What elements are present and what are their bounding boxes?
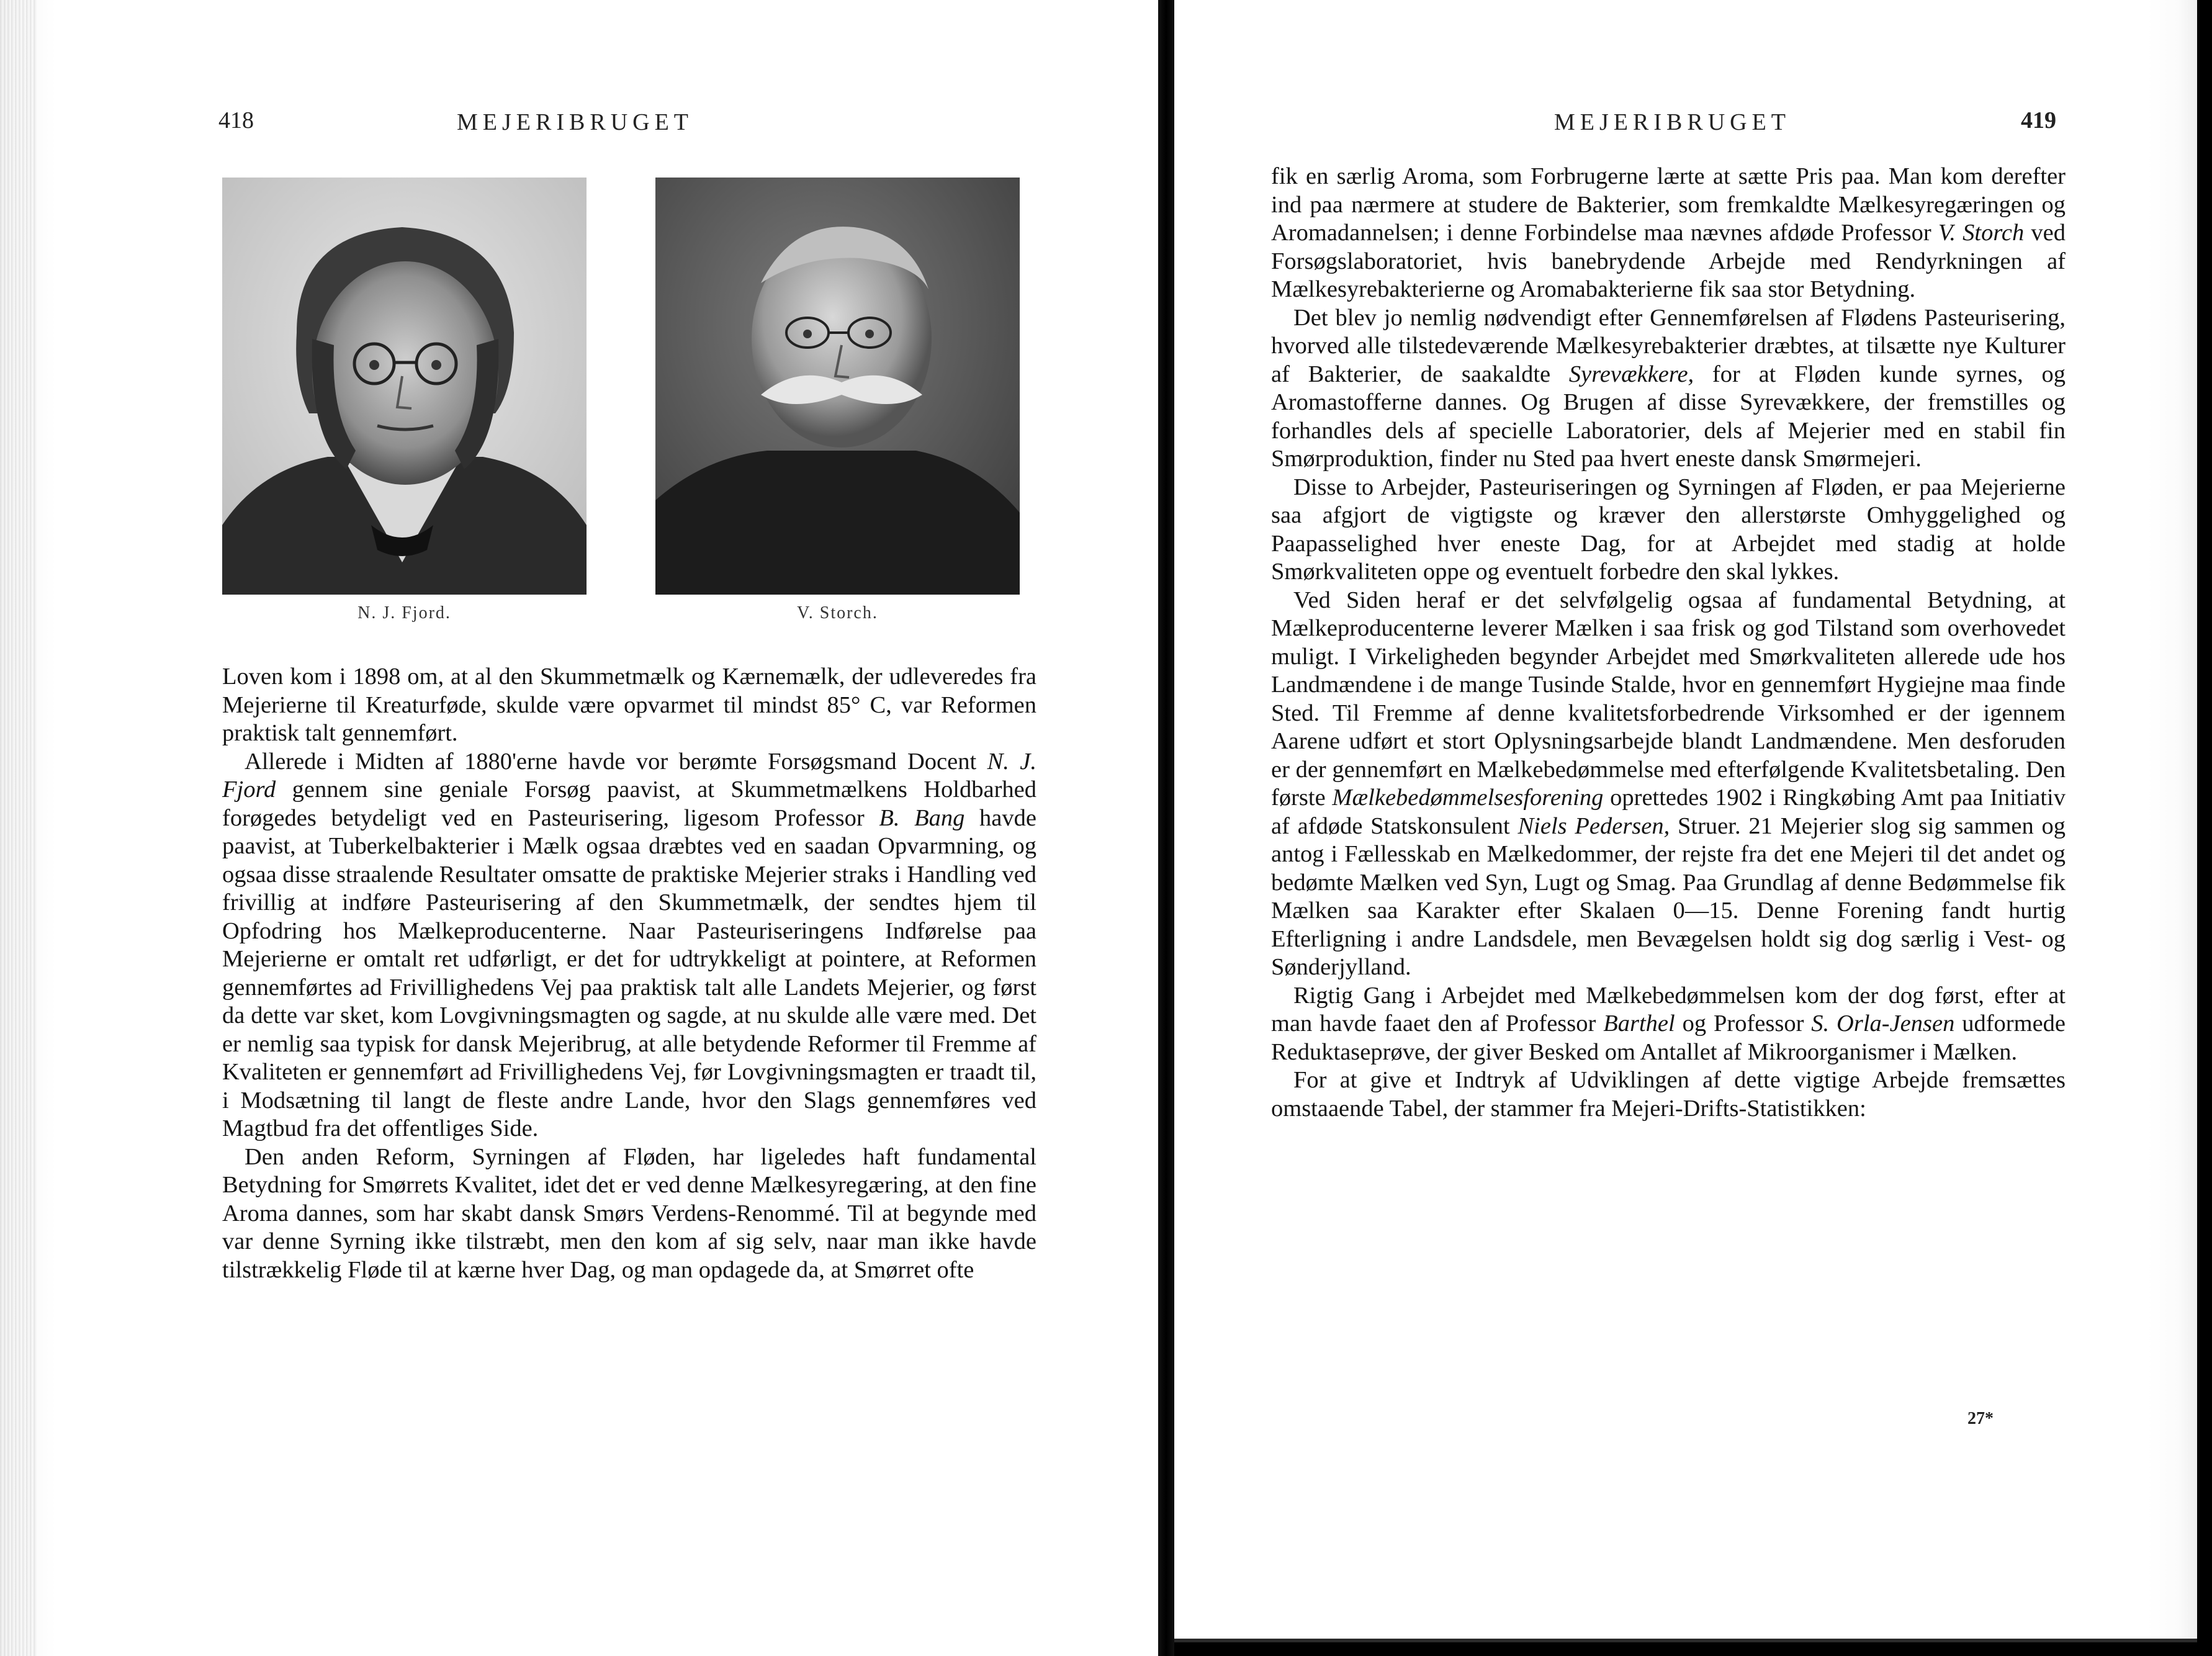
paragraph <box>1271 474 2066 587</box>
signature-mark: 27* <box>1967 1409 1994 1428</box>
italic-name: V. Storch <box>1938 220 2025 246</box>
text-run: Den anden Reform, Syrningen af Fløden, har ligeledes haft fundamental Betydning for Smørrets Kvalitet, idet det er ved denne Mælkesyregæring, at den fine Aroma dannes, som har skabt dansk Smørs Verdens-Renommé. Til at begynde med var denne Syrning ikke tilstræbt, men den kom af sig selv, naar man ikke havde tilstrækkelig Fløde til at kærne hver Dag, og man opdagede da, at Smørret ofte <box>222 1143 1036 1283</box>
text-run: havde paavist, at Tuberkelbakterier i Mælk ogsaa dræbtes ved en saadan Opvarmning, og ogsaa disse straalende Resultater omsatte de praktiske Mejerier straks i Handling ved frivillig at indføre Pasteurisering af den Skummetmælk, der sendtes hjem til Opfodring hos Mælkeproducenterne. Naar Pasteuriseringens Indførelse paa Mejerierne er omtalt ret udførligt, er det for udtrykkeligt at pointere, at Reformen gennemførtes ad Frivillighedens Vej paa praktisk talt alle Landets Mejerier, og først da dette var sket, kom Lovgivningsmagten og sagde, at nu skulde alle være med. Det er nemlig saa typisk for dansk Mejeribrug, at alle betydende Reformer til Fremme af Kvaliteten er gennemført ad Frivillighedens Vej, før Lovgivningsmagten er traadt til, i Modsætning til langt de fleste andre Lande, hvor den Slags gennemføres ved Magtbud fra det offentliges Side. <box>222 804 1036 1141</box>
text-run: og Professor <box>1675 1010 1812 1037</box>
portrait-caption-storch: V. Storch. <box>797 603 878 623</box>
italic-name: B. Bang <box>879 804 965 831</box>
text-run: gennem sine geniale Forsøg paavist, at Skummetmælkens Holdbarhed forøgedes betydeligt ved en Pasteurisering, ligesom Professor <box>222 776 1036 831</box>
text-run: fik en særlig Aroma, som Forbrugerne lærte at sætte Pris paa. Man kom derefter ind paa nærmere at studere de Bakterier, som fremkaldte Mælkesyregæringen og Aromadannelsen; i denne Forbindelse maa nævnes afdøde Professor <box>1271 163 2066 246</box>
text-run: for at Fløden kunde syrnes, og Aromastofferne dannes. Og Brugen af disse Syrevækkere, der fremstilles og forhandles dels af specielle Laboratorier, dels af Mejerier med en stabil fin Smørproduktion, finder nu Sted paa hvert eneste dansk Smørmejeri. <box>1271 361 2066 472</box>
italic-name: Niels Pedersen, <box>1517 812 1670 839</box>
portrait-caption-fjord: N. J. Fjord. <box>357 603 451 623</box>
page-number: 419 <box>2021 107 2056 133</box>
paragraph <box>1271 1066 2066 1123</box>
portrait-fjord-image <box>222 178 587 595</box>
text-run: Loven kom i 1898 om, at al den Skummetmælk og Kærnemælk, der udleveredes fra Mejerierne til Kreaturføde, skulde være opvarmet til mindst 85° C, var Reformen praktisk talt gennemført. <box>222 664 1036 746</box>
text-run: udformede Reduktaseprøve, der giver Besked om Antallet af Mikroorganismer i Mælken. <box>1271 1010 2066 1065</box>
text-run: Allerede i Midten af 1880'erne havde vor berømte Forsøgsmand Docent <box>245 748 987 775</box>
portrait-storch-image <box>655 178 1020 595</box>
book-gutter <box>1158 0 1174 1656</box>
paragraph <box>1271 163 2066 304</box>
text-run: Disse to Arbejder, Pasteuriseringen og Syrningen af Fløden, er paa Mejerierne saa afgjort de vigtigste og kræver den allerstørste Omhyggelighed og Paapasselighed hver eneste Dag, for at Arbejdet med stadig at holde Smørkvaliteten oppe og eventuelt forbedre den skal lykkes. <box>1271 474 2066 585</box>
right-page <box>1174 0 2197 1642</box>
paragraph <box>222 748 1036 1143</box>
text-run: Det blev jo nemlig nødvendigt efter Gennemførelsen af Flødens Pasteurisering, hvorved alle tilstedeværende Mælkesyrebakterier dræbtes, at tilsætte nye Kulturer af Bakterier, de saakaldte <box>1271 304 2066 387</box>
text-run: Rigtig Gang i Arbejdet med Mælkebedømmelsen kom der dog først, efter at man havde faaet den af Professor <box>1271 982 2066 1037</box>
left-body-text <box>222 663 1036 1284</box>
italic-name: N. J. Fjord <box>222 748 1036 803</box>
page-edge-stack <box>0 0 37 1656</box>
italic-name: Mælkebedømmelsesforening <box>1332 785 1604 811</box>
text-run: oprettedes 1902 i Ringkøbing Amt paa Initiativ af afdøde Statskonsulent <box>1271 785 2066 839</box>
text-run: For at give et Indtryk af Udviklingen af dette vigtige Arbejde fremsættes omstaaende Tabel, der stammer fra Mejeri-Drifts-Statistikken: <box>1271 1067 2066 1122</box>
italic-name: Syrevækkere, <box>1568 361 1694 387</box>
italic-name: S. Orla-Jensen <box>1811 1010 1955 1037</box>
running-head: MEJERIBRUGET <box>1554 109 1791 135</box>
right-body-text <box>1271 163 2066 1123</box>
italic-name: Barthel <box>1603 1010 1675 1037</box>
text-run: ved Forsøgslaboratoriet, hvis banebrydende Arbejde med Rendyrkningen af Mælkesyrebakterierne og Aromabakterierne fik saa stor Betydning. <box>1271 220 2066 302</box>
paragraph <box>222 1143 1036 1285</box>
paragraph <box>1271 304 2066 474</box>
paragraph <box>1271 982 2066 1067</box>
text-run: Struer. 21 Mejerier slog sig sammen og antog i Fællesskab en Mælkedommer, der rejste fra det ene Mejeri til det andet og bedømte Mælken ved Syn, Lugt og Smag. Paa Grundlag af denne Bedømmelse fik Mælken saa Karakter efter Skalaen 0—15. Denne Forening fandt hurtig Efterligning i andre Landsdele, men Bevægelsen holdt sig dog særlig i Vest- og Sønderjylland. <box>1271 812 2066 980</box>
text-run: Ved Siden heraf er det selvfølgelig ogsaa af fundamental Betydning, at Mælkeproducenterne leverer Mælken i saa frisk og god Tilstand som overhovedet muligt. I Virkeligheden begynder Arbejdet med Smørkvaliteten allerede ude hos Landmændene i de mange Tusinde Stalde, hvor en gennemført Hygiejne maa finde Sted. Til Fremme af denne kvalitetsforbedrende Virksomhed er der igennem Aarene udført et stort Oplysningsarbejde blandt Landmændene. Men desforuden er der gennemført en Mælkebedømmelse med efterfølgende Kvalitetsbetaling. Den første <box>1271 587 2066 811</box>
paragraph <box>222 663 1036 748</box>
paragraph <box>1271 587 2066 982</box>
page-number: 418 <box>218 107 254 133</box>
running-head: MEJERIBRUGET <box>457 109 693 135</box>
